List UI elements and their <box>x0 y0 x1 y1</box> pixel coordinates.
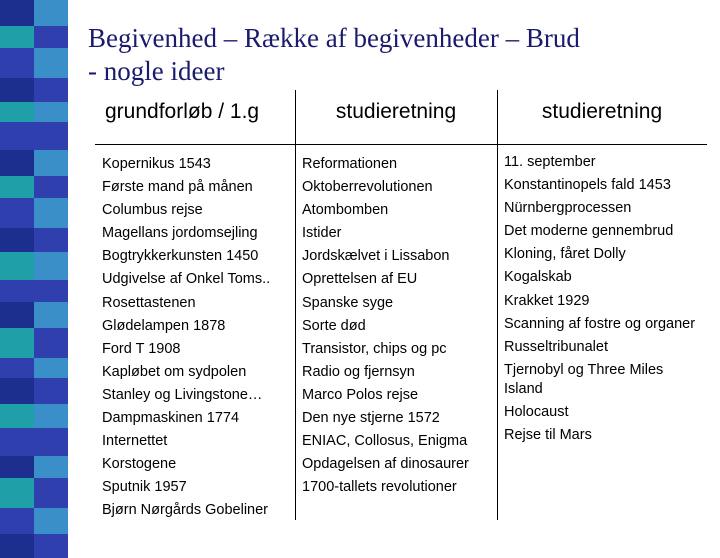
list-item: Tjernobyl og Three Miles Island <box>504 361 664 397</box>
list-item: Kapløbet om sydpolen <box>102 363 247 380</box>
list-item: Kloning, fåret Dolly <box>504 246 626 263</box>
stripe-block <box>34 0 68 26</box>
list-item: Atombomben <box>302 202 389 219</box>
list-item: Sorte død <box>302 317 366 334</box>
list-item: Første mand på månen <box>102 179 253 196</box>
stripe-block <box>0 428 34 456</box>
list-item: Oprettelsen af EU <box>302 271 418 288</box>
ideas-table <box>95 90 707 520</box>
stripe-block <box>34 252 68 280</box>
stripe-block <box>0 328 34 358</box>
stripe-block <box>34 78 68 102</box>
list-item: Reformationen <box>302 156 398 172</box>
list-item: Holocaust <box>504 403 569 420</box>
stripe-block <box>34 150 68 176</box>
list-item: Columbus rejse <box>102 202 203 219</box>
stripe-block <box>34 26 68 48</box>
list-item: Glødelampen 1878 <box>102 317 226 334</box>
stripe-block <box>34 456 68 478</box>
list-item: Kopernikus 1543 <box>102 156 211 172</box>
stripe-block <box>0 378 34 404</box>
list-item: Internettet <box>102 433 168 450</box>
stripe-block <box>34 302 68 328</box>
column-grundforloeb <box>95 90 296 520</box>
stripe-block <box>34 280 68 302</box>
stripe-block <box>34 358 68 378</box>
stripe-block <box>0 228 34 252</box>
list-item: Rosettastenen <box>102 294 196 311</box>
list-item: Det moderne gennembrud <box>504 223 674 240</box>
list-item: Transistor, chips og pc <box>302 340 447 357</box>
stripe-block <box>0 176 34 198</box>
event-list <box>302 153 495 499</box>
column-studieretning-1 <box>295 90 498 520</box>
stripe-block <box>34 228 68 252</box>
stripe-block <box>0 0 34 26</box>
list-item: Istider <box>302 225 342 242</box>
list-item: Konstantinopels fald 1453 <box>504 177 671 194</box>
list-item: Oktoberrevolutionen <box>302 179 433 196</box>
stripe-block <box>34 328 68 358</box>
stripe-block <box>0 48 34 78</box>
slide-title-line-2: - nogle ideer <box>88 56 225 86</box>
stripe-block <box>34 122 68 150</box>
list-item: Bogtrykkerkunsten 1450 <box>102 248 259 265</box>
list-item: ENIAC, Collosus, Enigma <box>302 433 468 450</box>
stripe-block <box>0 302 34 328</box>
stripe-block <box>34 176 68 198</box>
stripe-block <box>0 198 34 228</box>
slide-title-line-1: Begivenhed – Række af begivenheder – Brud <box>88 23 580 53</box>
list-item: Krakket 1929 <box>504 292 590 309</box>
stripe-block <box>34 48 68 78</box>
list-item: Bjørn Nørgårds Gobeliner <box>102 502 268 519</box>
slide-title <box>88 22 708 88</box>
stripe-block <box>0 280 34 302</box>
stripe-block <box>0 252 34 280</box>
list-item: Radio og fjernsyn <box>302 363 415 380</box>
list-item: Opdagelsen af dinosaurer <box>302 456 469 473</box>
event-list <box>102 153 293 523</box>
list-item: Nürnbergprocessen <box>504 200 632 217</box>
header-divider <box>95 144 707 145</box>
stripe-block <box>0 102 34 122</box>
stripe-block <box>34 404 68 428</box>
stripe-block <box>0 478 34 508</box>
list-item: Jordskælvet i Lissabon <box>302 248 450 265</box>
list-item: Udgivelse af Onkel Toms.. <box>102 271 271 288</box>
list-item: Ford T 1908 <box>102 340 181 357</box>
list-item: Scanning af fostre og organer <box>504 315 696 332</box>
stripe-block <box>0 78 34 102</box>
list-item: 11. september <box>504 154 596 170</box>
stripe-block <box>0 456 34 478</box>
stripe-block <box>0 358 34 378</box>
stripe-block <box>0 150 34 176</box>
stripe-block <box>34 508 68 534</box>
column-header: studieretning <box>335 100 457 123</box>
list-item: Sputnik 1957 <box>102 479 187 496</box>
stripe-block <box>0 404 34 428</box>
stripe-block <box>0 26 34 48</box>
stripe-block <box>34 198 68 228</box>
list-item: Marco Polos rejse <box>302 386 419 403</box>
stripe-block <box>34 102 68 122</box>
list-item: Dampmaskinen 1774 <box>102 410 240 427</box>
stripe-block <box>34 428 68 456</box>
list-item: Stanley og Livingstone… <box>102 386 263 403</box>
list-item: Spanske syge <box>302 294 394 311</box>
column-studieretning-2 <box>497 90 707 520</box>
list-item: Russeltribunalet <box>504 338 608 355</box>
decorative-stripe <box>0 0 68 540</box>
list-item: Den nye stjerne 1572 <box>302 410 440 427</box>
stripe-block <box>34 534 68 558</box>
list-item: 1700-tallets revolutioner <box>302 479 457 496</box>
list-item: Magellans jordomsejling <box>102 225 258 242</box>
column-header: grundforløb / 1.g <box>105 100 260 123</box>
event-list <box>504 153 705 449</box>
list-item: Korstogene <box>102 456 177 473</box>
stripe-block <box>0 508 34 534</box>
column-header: studieretning <box>541 100 663 123</box>
stripe-block <box>0 122 34 150</box>
list-item: Kogalskab <box>504 269 572 286</box>
list-item: Rejse til Mars <box>504 427 592 444</box>
stripe-block <box>34 478 68 508</box>
stripe-block <box>0 534 34 558</box>
stripe-block <box>34 378 68 404</box>
